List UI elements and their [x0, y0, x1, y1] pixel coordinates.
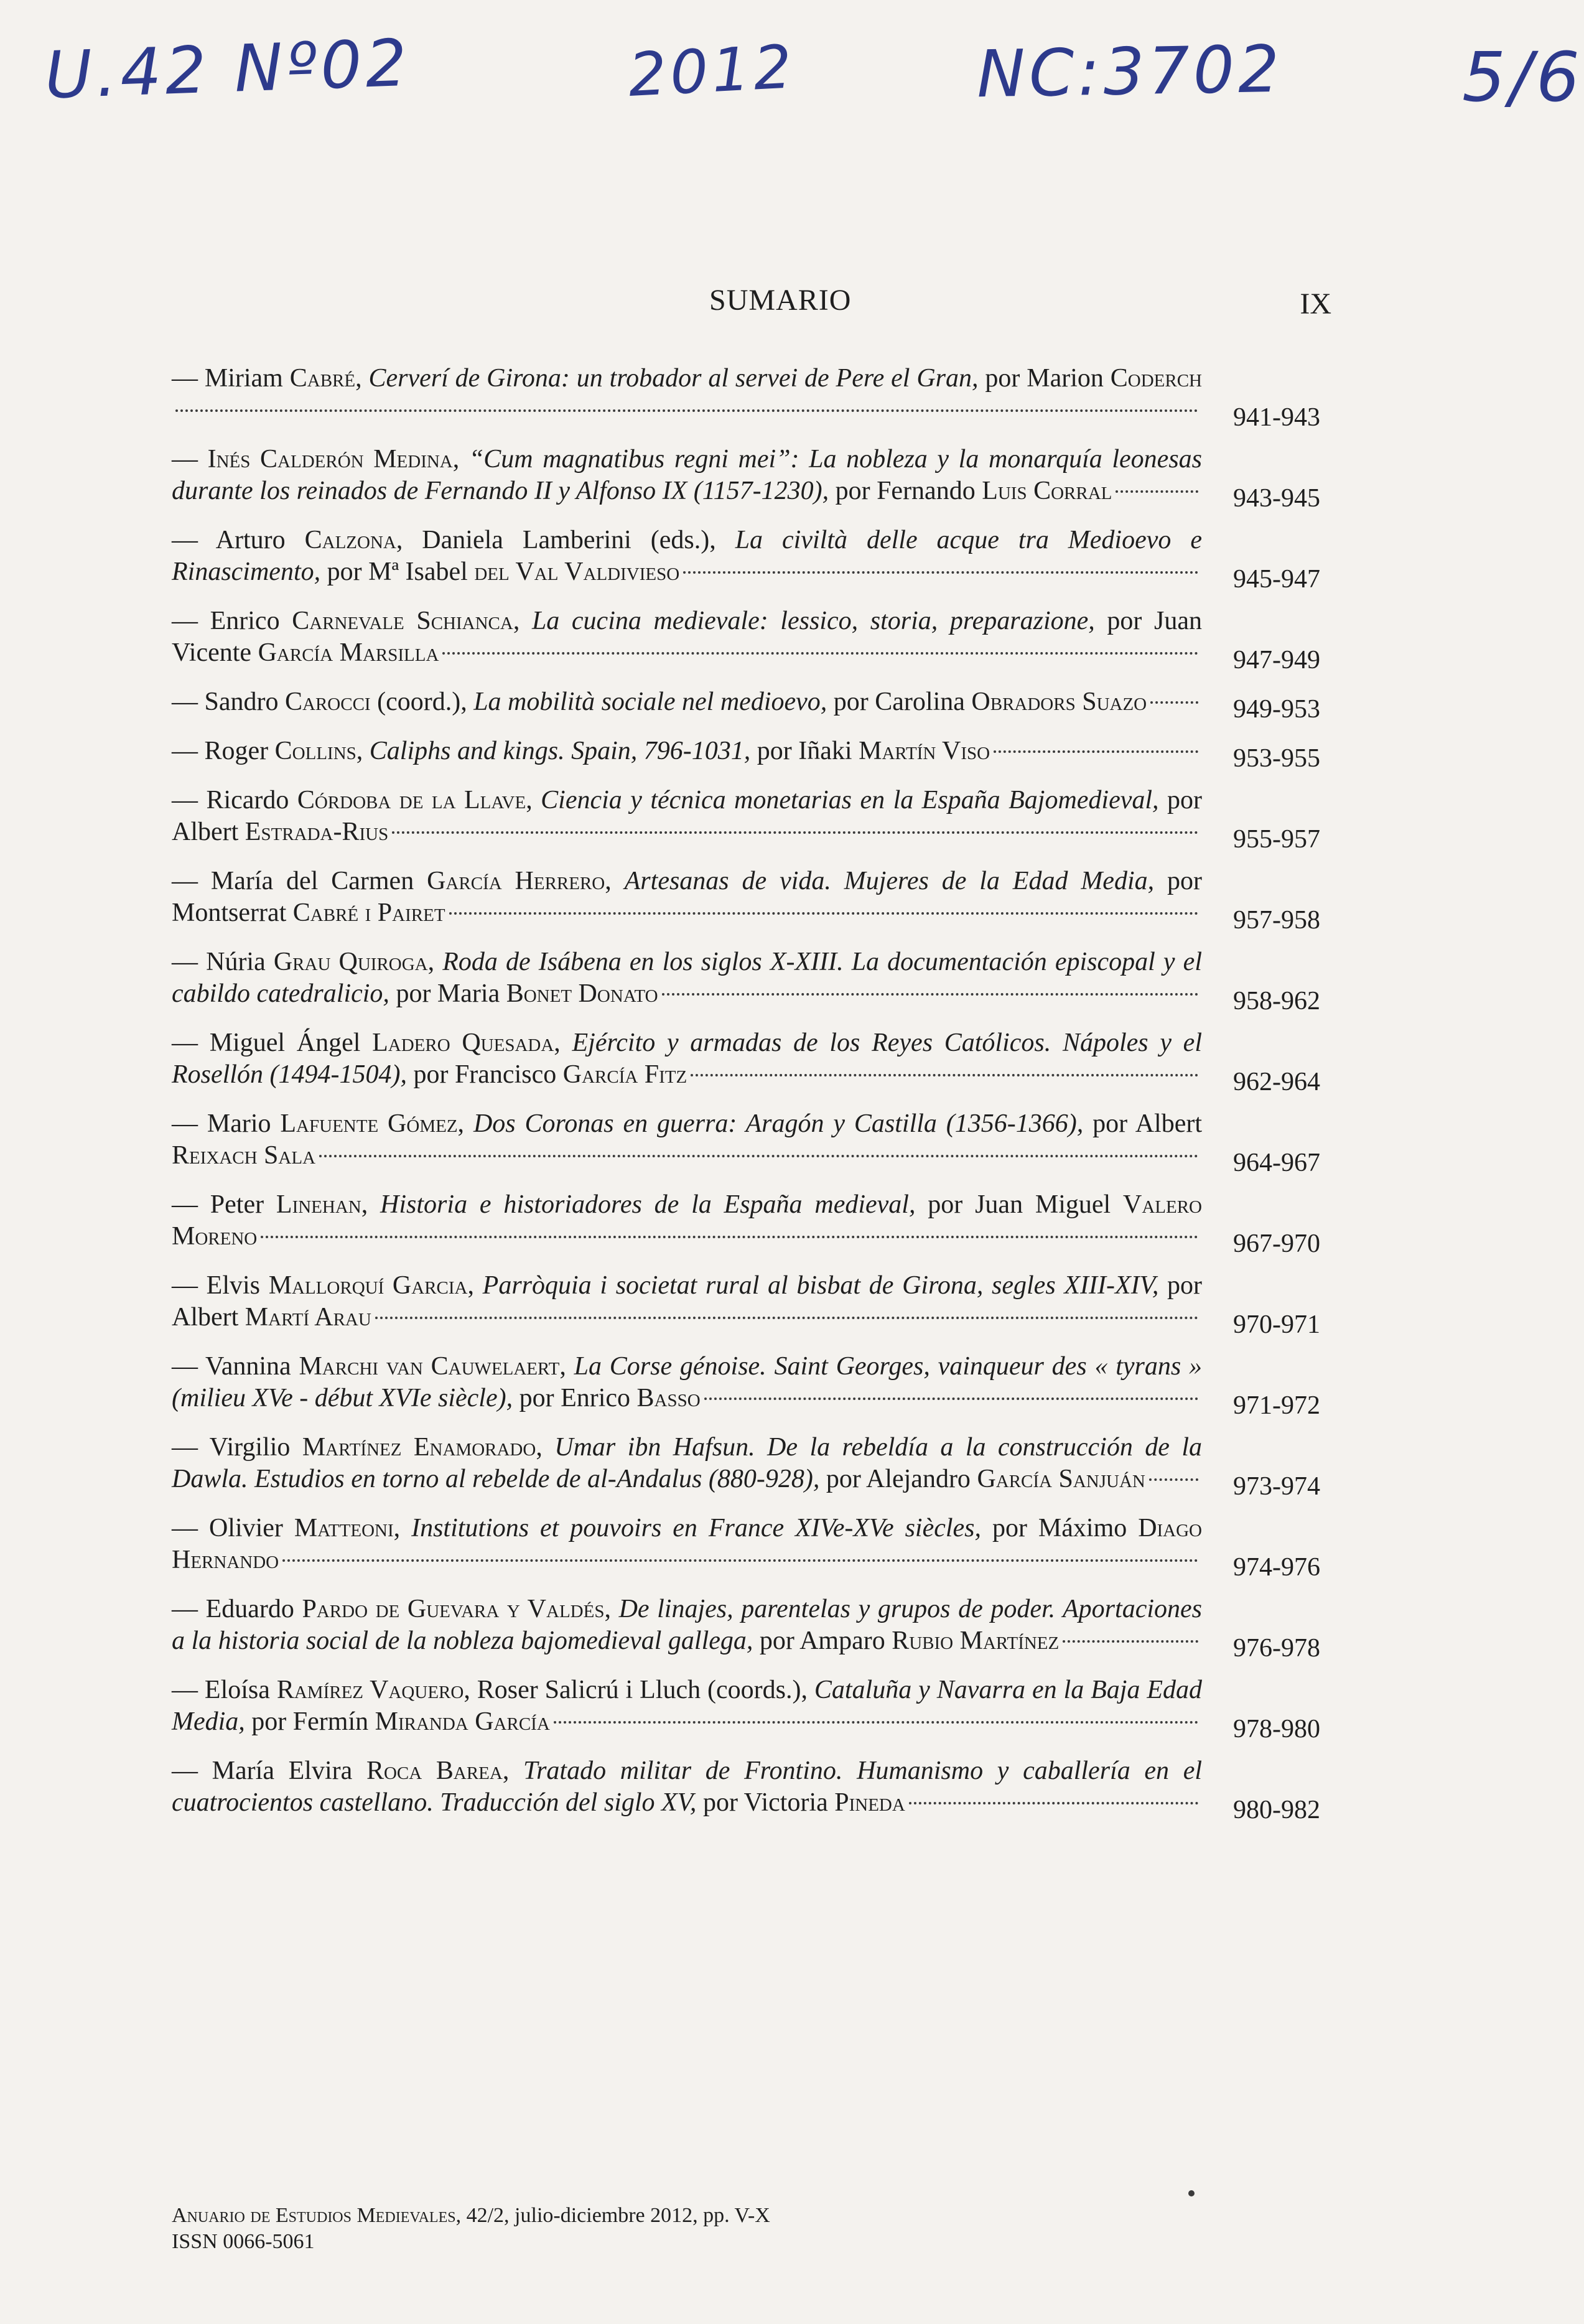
toc-entry	[172, 1755, 1320, 1824]
entry-author-suffix: ,	[356, 737, 370, 765]
entry-reviewer-prefix: por Francisco	[406, 1060, 563, 1089]
entry-reviewer: Rubio Martínez	[892, 1626, 1060, 1655]
entry-reviewer-prefix: por Amparo	[753, 1626, 892, 1655]
entry-pages: 967-970	[1233, 1230, 1320, 1258]
entry-title: De linajes, parentelas y grupos de poder. Aportaciones a la historia social de la nobleza bajomedieval gallega,	[172, 1595, 1202, 1655]
entry-reviewer-prefix: por Máximo	[981, 1514, 1139, 1542]
entry-author: Lafuente Gómez	[280, 1109, 458, 1138]
entry-author: Grau Quiroga	[273, 948, 428, 976]
dot-leader	[704, 1398, 1198, 1400]
toc-entry	[172, 946, 1320, 1015]
entry-author-suffix: , Roser Salicrú i Lluch (coords.),	[464, 1676, 814, 1704]
entry-reviewer-prefix: por Montserrat	[172, 867, 1202, 927]
entry-title: Tratado militar de Frontino. Humanismo y caballería en el cuatrocientos castellano. Traducción del siglo XV,	[172, 1757, 1203, 1817]
entry-title: Umar ibn Hafsun. De la rebeldía a la construcción de la Dawla. Estudios en torno al rebelde de al-Andalus (880-928),	[172, 1433, 1203, 1493]
entry-reviewer: Martín Viso	[859, 737, 990, 765]
entry-reviewer: del Val Valdivieso	[474, 558, 680, 586]
entry-reviewer-prefix: por Iñaki	[750, 737, 859, 765]
dot-leader	[1149, 1478, 1198, 1481]
entry-author-suffix: ,	[393, 1514, 412, 1542]
dot-leader	[1063, 1640, 1198, 1643]
toc-entry	[172, 1513, 1320, 1582]
entry-title: Ciencia y técnica monetarias en la España Bajomedieval,	[541, 786, 1159, 814]
toc-entry	[172, 363, 1320, 432]
dot-leader	[319, 1155, 1198, 1157]
journal-issn: ISSN 0066-5061	[172, 2230, 315, 2253]
dot-leader	[449, 912, 1198, 915]
entry-intro: — Eloísa	[172, 1676, 277, 1704]
page-number: IX	[1300, 287, 1331, 320]
dot-leader	[282, 1559, 1198, 1562]
entry-intro: — Eduardo	[172, 1595, 302, 1623]
dot-leader	[375, 1317, 1198, 1319]
entry-intro: — Mario	[172, 1109, 281, 1138]
entry-title: La civiltà delle acque tra Medioevo e Rinascimento,	[172, 526, 1202, 586]
dot-leader	[442, 652, 1198, 655]
entry-author-suffix: ,	[427, 948, 443, 976]
journal-citation: , 42/2, julio-diciembre 2012, pp. V-X	[455, 2204, 770, 2227]
entry-reviewer: Diago Hernando	[172, 1514, 1203, 1574]
toc-entry	[172, 1351, 1320, 1420]
entry-pages: 973-974	[1233, 1472, 1320, 1501]
entry-reviewer: Basso	[636, 1384, 701, 1412]
entry-reviewer: Coderch	[1110, 364, 1202, 393]
dot-leader	[175, 409, 1198, 412]
entry-title: Historia e historiadores de la España medieval,	[380, 1190, 916, 1219]
entry-intro: — Sandro	[172, 688, 285, 716]
entry-title: Parròquia i societat rural al bisbat de Girona, segles XIII-XIV,	[482, 1271, 1159, 1300]
entry-author-suffix: ,	[554, 1029, 572, 1057]
entry-pages: 941-943	[1233, 403, 1320, 432]
entry-intro: — Enrico	[172, 607, 292, 635]
toc-entry	[172, 735, 1320, 773]
entry-author-suffix: , Daniela Lamberini (eds.),	[396, 526, 735, 554]
page-title: SUMARIO	[709, 284, 852, 317]
entry-reviewer-prefix: por Maria	[389, 979, 506, 1008]
entry-title: Caliphs and kings. Spain, 796-1031,	[369, 737, 751, 765]
entry-author-suffix: ,	[361, 1190, 381, 1219]
entry-author: Ladero Quesada	[372, 1029, 554, 1057]
entry-intro: — María Elvira	[172, 1757, 366, 1785]
entry-reviewer-prefix: por Mª Isabel	[320, 558, 475, 586]
entry-pages: 964-967	[1233, 1149, 1320, 1177]
entry-author: Cabré	[289, 364, 356, 393]
dot-leader	[994, 750, 1198, 753]
entry-title: La cucina medievale: lessico, storia, preparazione,	[531, 607, 1095, 635]
entry-intro: — Virgilio	[172, 1433, 302, 1462]
entry-pages: 958-962	[1233, 987, 1320, 1015]
entry-intro: — Olivier	[172, 1514, 294, 1542]
entry-pages: 970-971	[1233, 1310, 1320, 1339]
entry-reviewer: Obradors Suazo	[971, 688, 1147, 716]
entry-author-suffix: ,	[513, 607, 532, 635]
entry-title: Cerverí de Girona: un trobador al servei de Pere el Gran,	[368, 364, 979, 393]
dot-leader	[1116, 490, 1198, 493]
entry-author-suffix: ,	[502, 1757, 524, 1785]
entry-author: Inés Calderón Medina	[207, 445, 453, 474]
toc-entry	[172, 444, 1320, 513]
entry-reviewer-prefix: por Juan Vicente	[172, 607, 1202, 667]
entry-reviewer: Reixach Sala	[172, 1141, 316, 1170]
handwritten-fraction-note: 5/6	[1462, 37, 1584, 117]
entry-pages: 955-957	[1233, 825, 1320, 854]
entry-intro: — Peter	[172, 1190, 276, 1219]
dot-leader	[1150, 701, 1198, 704]
entry-reviewer-prefix: por Albert	[172, 1271, 1203, 1332]
entry-pages: 971-972	[1233, 1391, 1320, 1420]
toc-entry	[172, 866, 1320, 935]
entry-author: Ramírez Vaquero	[276, 1676, 464, 1704]
entry-reviewer-prefix: por Victoria	[696, 1788, 835, 1817]
handwritten-year-note: 2012	[627, 32, 798, 110]
dot-leader	[662, 993, 1198, 996]
entry-pages: 976-978	[1233, 1634, 1320, 1663]
dot-leader	[261, 1236, 1198, 1238]
entry-author-suffix: ,	[355, 364, 369, 393]
entry-pages: 953-955	[1233, 744, 1320, 773]
entry-pages: 947-949	[1233, 646, 1320, 674]
entry-author: Carnevale Schianca	[292, 607, 513, 635]
entry-author: Mallorquí Garcia	[268, 1271, 468, 1300]
entry-author-suffix: ,	[457, 1109, 473, 1138]
dot-leader	[691, 1074, 1198, 1076]
entry-author-suffix: ,	[536, 1433, 555, 1462]
entry-author: Collins	[274, 737, 356, 765]
entry-pages: 945-947	[1233, 565, 1320, 594]
entry-title: Ejército y armadas de los Reyes Católicos. Nápoles y el Rosellón (1494-1504),	[172, 1029, 1202, 1089]
entry-author-suffix: ,	[526, 786, 541, 814]
entry-author: Matteoni	[294, 1514, 394, 1542]
entry-reviewer-prefix: por Albert	[1083, 1109, 1203, 1138]
entry-reviewer: García Sanjuán	[977, 1465, 1145, 1493]
toc-entry	[172, 1270, 1320, 1339]
entry-reviewer: Estrada-Rius	[245, 818, 389, 846]
entry-reviewer-prefix: por Marion	[978, 364, 1111, 393]
entry-pages: 949-953	[1233, 695, 1320, 724]
entry-reviewer-prefix: por Fernando	[829, 477, 982, 505]
handwritten-volume-note: U.42 Nº02	[44, 24, 412, 114]
journal-name: Anuario de Estudios Medievales	[172, 2204, 456, 2227]
entry-intro: — Ricardo	[172, 786, 297, 814]
entry-author: Roca Barea	[366, 1757, 503, 1785]
entry-author: Córdoba de la Llave	[297, 786, 526, 814]
toc-entry	[172, 1594, 1320, 1663]
toc-entry	[172, 605, 1320, 674]
toc-entry	[172, 1674, 1320, 1743]
entry-title: La Corse génoise. Saint Georges, vainqueur des « tyrans » (milieu XVe - début XVIe siècle),	[172, 1352, 1203, 1412]
entry-intro: — María del Carmen	[172, 867, 427, 895]
entry-pages: 974-976	[1233, 1553, 1320, 1582]
entry-author-suffix: (coord.),	[370, 688, 474, 716]
entry-author: Calzona	[304, 526, 396, 554]
entry-author-suffix: ,	[452, 445, 469, 474]
toc-entry	[172, 785, 1320, 854]
entry-title: La mobilità sociale nel medioevo,	[473, 688, 827, 716]
entry-title: Artesanas de vida. Mujeres de la Edad Media,	[624, 867, 1155, 895]
entry-reviewer: García Marsilla	[258, 638, 439, 667]
entry-reviewer: Luis Corral	[982, 477, 1112, 505]
footer-citation-line	[172, 2203, 1229, 2229]
toc-entry	[172, 1432, 1320, 1501]
entry-author: Marchi van Cauwelaert	[299, 1352, 560, 1381]
entry-intro: —	[172, 445, 208, 474]
entry-reviewer: Cabré i Pairet	[292, 898, 445, 927]
entry-pages: 980-982	[1233, 1796, 1320, 1824]
entry-author: Carocci	[285, 688, 371, 716]
entry-pages: 943-945	[1233, 484, 1320, 513]
entry-intro: — Miguel Ángel	[172, 1029, 373, 1057]
entry-title: Dos Coronas en guerra: Aragón y Castilla (1356-1366),	[473, 1109, 1084, 1138]
dot-leader	[554, 1721, 1198, 1724]
entry-reviewer: García Fitz	[562, 1060, 687, 1089]
toc-entry	[172, 1108, 1320, 1177]
entry-intro: — Roger	[172, 737, 275, 765]
entry-reviewer-prefix: por Fermín	[245, 1707, 375, 1736]
entry-author-suffix: ,	[467, 1271, 483, 1300]
entry-pages: 957-958	[1233, 906, 1320, 935]
entry-title: Cataluña y Navarra en la Baja Edad Media,	[172, 1676, 1203, 1736]
entry-pages: 962-964	[1233, 1068, 1320, 1096]
entry-author-suffix: ,	[605, 867, 625, 895]
dot-leader	[392, 831, 1198, 834]
entry-reviewer: Valero Moreno	[172, 1190, 1203, 1251]
handwritten-catalog-note: NC:3702	[976, 30, 1284, 113]
entry-reviewer: Miranda García	[375, 1707, 550, 1736]
entry-reviewer: Martí Arau	[245, 1303, 371, 1332]
entry-reviewer: Pineda	[834, 1788, 905, 1817]
table-of-contents	[172, 363, 1320, 1836]
entry-reviewer-prefix: por Alejandro	[819, 1465, 977, 1493]
entry-reviewer-prefix: por Enrico	[513, 1384, 637, 1412]
entry-intro: — Arturo	[172, 526, 305, 554]
toc-entry	[172, 1189, 1320, 1258]
entry-reviewer-prefix: por Albert	[172, 786, 1202, 846]
entry-author: Linehan	[276, 1190, 361, 1219]
print-speck	[1188, 2190, 1195, 2196]
entry-intro: — Núria	[172, 948, 274, 976]
dot-leader	[909, 1802, 1198, 1804]
entry-reviewer-prefix: por Carolina	[827, 688, 972, 716]
page-header	[672, 283, 1331, 327]
entry-pages: 978-980	[1233, 1715, 1320, 1743]
entry-title: Roda de Isábena en los siglos X-XIII. La documentación episcopal y el cabildo catedralicio,	[172, 948, 1202, 1008]
toc-entry	[172, 1027, 1320, 1096]
entry-author-suffix: ,	[559, 1352, 574, 1381]
handwritten-annotations	[0, 25, 1584, 124]
entry-intro: — Elvis	[172, 1271, 269, 1300]
toc-entry	[172, 525, 1320, 594]
entry-author: Pardo de Guevara y Valdés	[302, 1595, 605, 1623]
dot-leader	[683, 571, 1198, 574]
entry-intro: — Miriam	[172, 364, 290, 393]
entry-title: “Cum magnatibus regni mei”: La nobleza y la monarquía leonesas durante los reinados de Fernando II y Alfonso IX (1157-1230),	[172, 445, 1203, 505]
toc-entry	[172, 686, 1320, 724]
entry-title: Institutions et pouvoirs en France XIVe-XVe siècles,	[411, 1514, 982, 1542]
entry-author: Martínez Enamorado	[302, 1433, 536, 1462]
entry-intro: — Vannina	[172, 1352, 299, 1381]
entry-reviewer: Bonet Donato	[506, 979, 658, 1008]
entry-author-suffix: ,	[604, 1595, 619, 1623]
entry-author: García Herrero	[427, 867, 605, 895]
page-footer	[172, 2203, 1229, 2255]
entry-reviewer-prefix: por Juan Miguel	[915, 1190, 1124, 1219]
